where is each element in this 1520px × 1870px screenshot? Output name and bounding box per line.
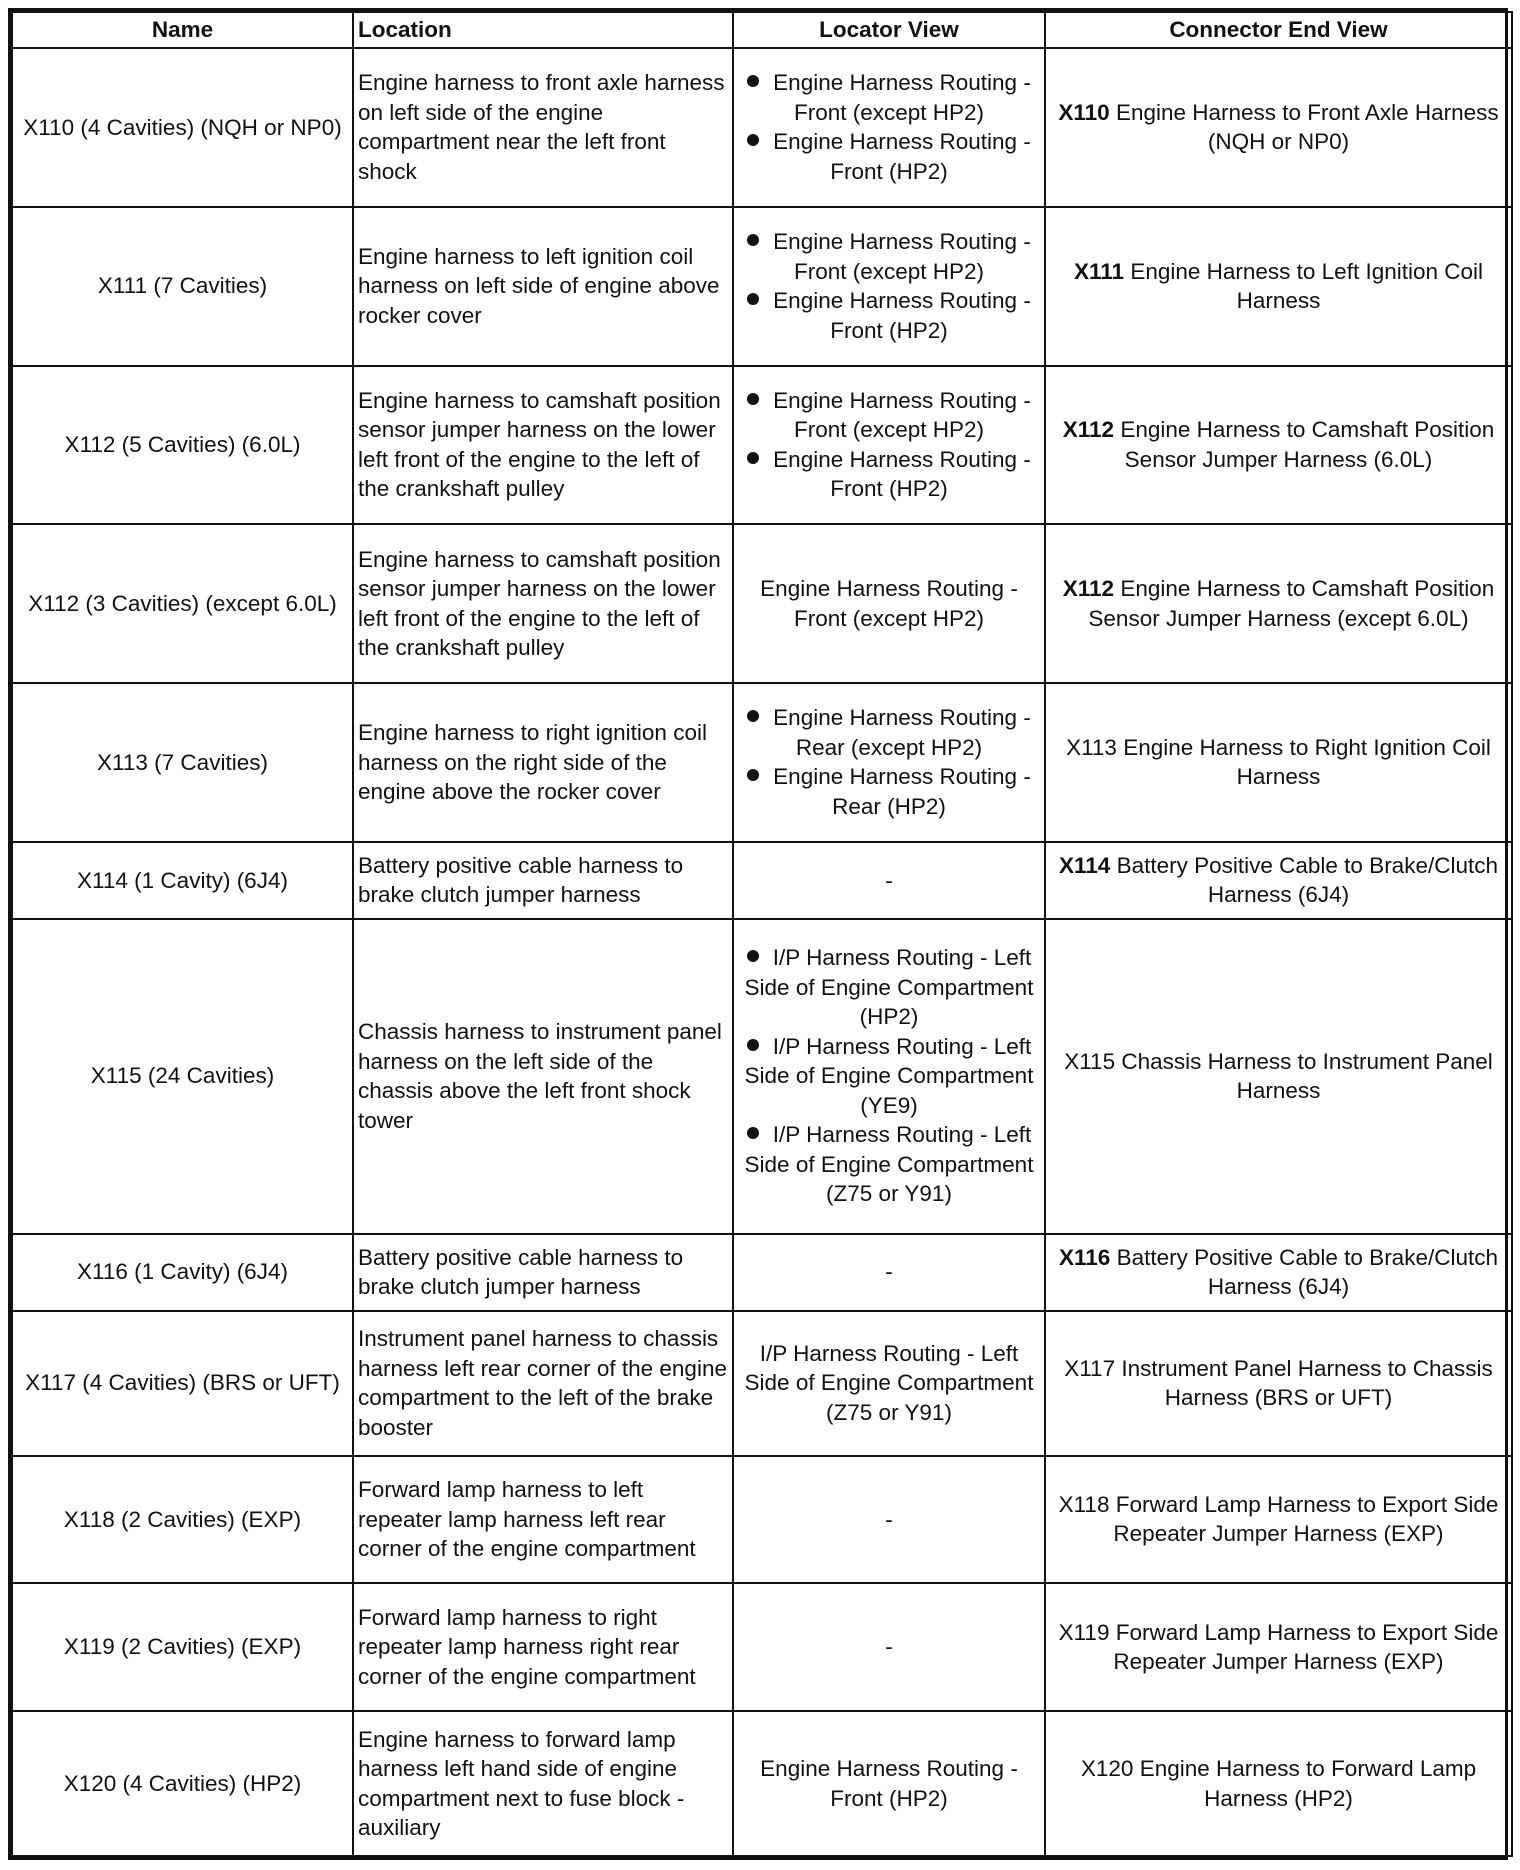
connector-location: Battery positive cable harness to brake clutch jumper harness (353, 1234, 733, 1311)
locator-list-item[interactable] (738, 227, 1040, 286)
connector-id: X120 (1080, 1756, 1134, 1781)
bullet-icon (747, 293, 759, 305)
header-location: Location (353, 12, 733, 48)
locator-link[interactable]: Engine Harness Routing - Front (except HP2) (773, 70, 1031, 125)
bullet-icon (747, 393, 759, 405)
connector-name: X113 (7 Cavities) (12, 683, 353, 842)
connector-end-view-cell[interactable] (1045, 207, 1512, 366)
bullet-icon (747, 75, 759, 87)
connector-end-view-text: Forward Lamp Harness to Export Side Repeater Jumper Harness (EXP) (1113, 1619, 1499, 1675)
locator-list-item[interactable] (738, 1032, 1040, 1121)
connector-name: X120 (4 Cavities) (HP2) (12, 1711, 353, 1856)
connector-name: X112 (3 Cavities) (except 6.0L) (12, 524, 353, 683)
connector-name: X114 (1 Cavity) (6J4) (12, 842, 353, 919)
table-row (12, 1234, 1512, 1311)
locator-list (738, 703, 1040, 821)
connector-location: Engine harness to right ignition coil harness on the right side of the engine above the rocker cover (353, 683, 733, 842)
bullet-icon (747, 234, 759, 246)
locator-link[interactable]: I/P Harness Routing - Left Side of Engine Compartment (HP2) (744, 945, 1034, 1030)
table-row (12, 842, 1512, 919)
connector-id: X112 (1062, 576, 1115, 602)
table-row (12, 919, 1512, 1234)
locator-view-link[interactable]: I/P Harness Routing - Left Side of Engine Compartment (Z75 or Y91) (733, 1311, 1045, 1456)
connector-end-view-text: Engine Harness to Right Ignition Coil Harness (1123, 734, 1491, 790)
connector-name: X117 (4 Cavities) (BRS or UFT) (12, 1311, 353, 1456)
bullet-icon (747, 1039, 759, 1051)
connector-location: Forward lamp harness to left repeater lamp harness left rear corner of the engine compartment (353, 1456, 733, 1584)
connector-end-view-cell[interactable] (1045, 524, 1512, 683)
table-row (12, 1311, 1512, 1456)
connector-location: Engine harness to left ignition coil harness on left side of engine above rocker cover (353, 207, 733, 366)
locator-view-empty: - (733, 1583, 1045, 1711)
locator-list (738, 943, 1040, 1209)
connector-end-view-cell[interactable] (1045, 683, 1512, 842)
locator-list (738, 386, 1040, 504)
connector-end-view-text: Engine Harness to Camshaft Position Sensor Jumper Harness (6.0L) (1120, 417, 1495, 472)
connector-name: X116 (1 Cavity) (6J4) (12, 1234, 353, 1311)
connector-location: Forward lamp harness to right repeater lamp harness right rear corner of the engine compartment (353, 1583, 733, 1711)
locator-list-item[interactable] (738, 127, 1040, 186)
locator-link[interactable]: Engine Harness Routing - Front (HP2) (773, 446, 1031, 502)
connector-end-view-text: Engine Harness to Forward Lamp Harness (HP2) (1139, 1756, 1477, 1811)
header-locator-view: Locator View (733, 12, 1045, 48)
connector-end-view-cell[interactable] (1045, 1234, 1512, 1311)
bullet-icon (747, 134, 759, 146)
connector-location: Engine harness to camshaft position sensor jumper harness on the lower left front of the engine to the left of the crankshaft pulley (353, 524, 733, 683)
connector-end-view-text: Engine Harness to Front Axle Harness (NQH or NP0) (1115, 99, 1499, 155)
connector-name: X119 (2 Cavities) (EXP) (12, 1583, 353, 1711)
locator-link[interactable]: Engine Harness Routing - Front (except HP2) (773, 229, 1031, 284)
connector-location: Engine harness to camshaft position sensor jumper harness on the lower left front of the engine to the left of the crankshaft pulley (353, 366, 733, 525)
table-row (12, 1456, 1512, 1584)
connector-end-view-cell[interactable] (1045, 366, 1512, 525)
locator-link[interactable]: I/P Harness Routing - Left Side of Engine Compartment (YE9) (744, 1033, 1034, 1118)
bullet-icon (747, 769, 759, 781)
connector-location: Engine harness to forward lamp harness left hand side of engine compartment next to fuse block - auxiliary (353, 1711, 733, 1856)
locator-list-item[interactable] (738, 1120, 1040, 1209)
locator-view-empty: - (733, 1456, 1045, 1584)
header-connector-end-view: Connector End View (1045, 12, 1512, 48)
connector-end-view-cell[interactable] (1045, 919, 1512, 1234)
connector-id: X114 (1058, 852, 1111, 878)
locator-link[interactable]: Engine Harness Routing - Front (except HP2) (773, 387, 1031, 443)
connector-end-view-cell[interactable] (1045, 1583, 1512, 1711)
table-row (12, 1711, 1512, 1856)
connector-id: X115 (1064, 1048, 1116, 1074)
table-row (12, 366, 1512, 525)
connector-location: Battery positive cable harness to brake clutch jumper harness (353, 842, 733, 919)
locator-list-item[interactable] (738, 943, 1040, 1032)
connector-end-view-cell[interactable] (1045, 1456, 1512, 1584)
locator-list-item[interactable] (738, 386, 1040, 445)
connector-id: X112 (1062, 417, 1115, 443)
connector-end-view-text: Engine Harness to Left Ignition Coil Harness (1130, 258, 1484, 314)
header-name: Name (12, 12, 353, 48)
connector-end-view-text: Engine Harness to Camshaft Position Sensor Jumper Harness (except 6.0L) (1088, 576, 1495, 631)
locator-list-item[interactable] (738, 445, 1040, 504)
connector-id: X110 (1058, 99, 1110, 125)
locator-view-link[interactable]: Engine Harness Routing - Front (except HP2) (733, 524, 1045, 683)
table-row (12, 48, 1512, 207)
bullet-icon (747, 710, 759, 722)
table-row (12, 683, 1512, 842)
connector-end-view-text: Battery Positive Cable to Brake/Clutch Harness (6J4) (1116, 1244, 1498, 1300)
locator-view-cell (733, 683, 1045, 842)
locator-link[interactable]: Engine Harness Routing - Front (HP2) (773, 288, 1031, 343)
locator-view-cell (733, 366, 1045, 525)
connector-end-view-cell[interactable] (1045, 1711, 1512, 1856)
locator-link[interactable]: Engine Harness Routing - Rear (except HP2) (773, 705, 1031, 760)
connector-id: X118 (1058, 1491, 1110, 1517)
connector-location: Instrument panel harness to chassis harness left rear corner of the engine compartment to the left of the brake booster (353, 1311, 733, 1456)
locator-view-empty: - (733, 842, 1045, 919)
locator-view-link[interactable]: Engine Harness Routing - Front (HP2) (733, 1711, 1045, 1856)
bullet-icon (747, 1127, 759, 1139)
locator-list (738, 227, 1040, 345)
connector-end-view-text: Forward Lamp Harness to Export Side Repeater Jumper Harness (EXP) (1113, 1491, 1499, 1547)
connector-name: X110 (4 Cavities) (NQH or NP0) (12, 48, 353, 207)
locator-link[interactable]: Engine Harness Routing - Rear (HP2) (773, 764, 1031, 819)
connector-name: X118 (2 Cavities) (EXP) (12, 1456, 353, 1584)
connector-location: Chassis harness to instrument panel harness on the left side of the chassis above the left front shock tower (353, 919, 733, 1234)
connector-end-view-cell[interactable] (1045, 842, 1512, 919)
connector-end-view-cell[interactable] (1045, 48, 1512, 207)
connector-table-frame (8, 8, 1508, 1860)
locator-view-cell (733, 919, 1045, 1234)
table-row (12, 1583, 1512, 1711)
bullet-icon (747, 452, 759, 464)
connector-end-view-text: Instrument Panel Harness to Chassis Harness (BRS or UFT) (1121, 1355, 1493, 1411)
header-row (12, 12, 1512, 48)
locator-list-item[interactable] (738, 762, 1040, 821)
locator-list-item[interactable] (738, 68, 1040, 127)
connector-id: X119 (1058, 1619, 1110, 1645)
table-row (12, 207, 1512, 366)
connector-name: X115 (24 Cavities) (12, 919, 353, 1234)
connector-location: Engine harness to front axle harness on left side of the engine compartment near the left front shock (353, 48, 733, 207)
locator-list (738, 68, 1040, 186)
locator-view-empty: - (733, 1234, 1045, 1311)
connector-id: X117 (1064, 1355, 1116, 1381)
connector-end-view-text: Battery Positive Cable to Brake/Clutch Harness (6J4) (1116, 852, 1498, 908)
connector-end-view-text: Chassis Harness to Instrument Panel Harness (1121, 1048, 1493, 1104)
connector-end-view-cell[interactable] (1045, 1311, 1512, 1456)
connector-id: X111 (1073, 258, 1125, 284)
locator-view-cell (733, 48, 1045, 207)
connector-id: X116 (1058, 1244, 1111, 1270)
locator-list-item[interactable] (738, 286, 1040, 345)
locator-list-item[interactable] (738, 703, 1040, 762)
locator-view-cell (733, 207, 1045, 366)
locator-link[interactable]: Engine Harness Routing - Front (HP2) (773, 129, 1031, 184)
connector-name: X112 (5 Cavities) (6.0L) (12, 366, 353, 525)
connector-name: X111 (7 Cavities) (12, 207, 353, 366)
locator-link[interactable]: I/P Harness Routing - Left Side of Engine Compartment (Z75 or Y91) (744, 1122, 1034, 1207)
table-row (12, 524, 1512, 683)
bullet-icon (747, 950, 759, 962)
connector-table (11, 11, 1513, 1857)
connector-id: X113 (1066, 734, 1117, 760)
